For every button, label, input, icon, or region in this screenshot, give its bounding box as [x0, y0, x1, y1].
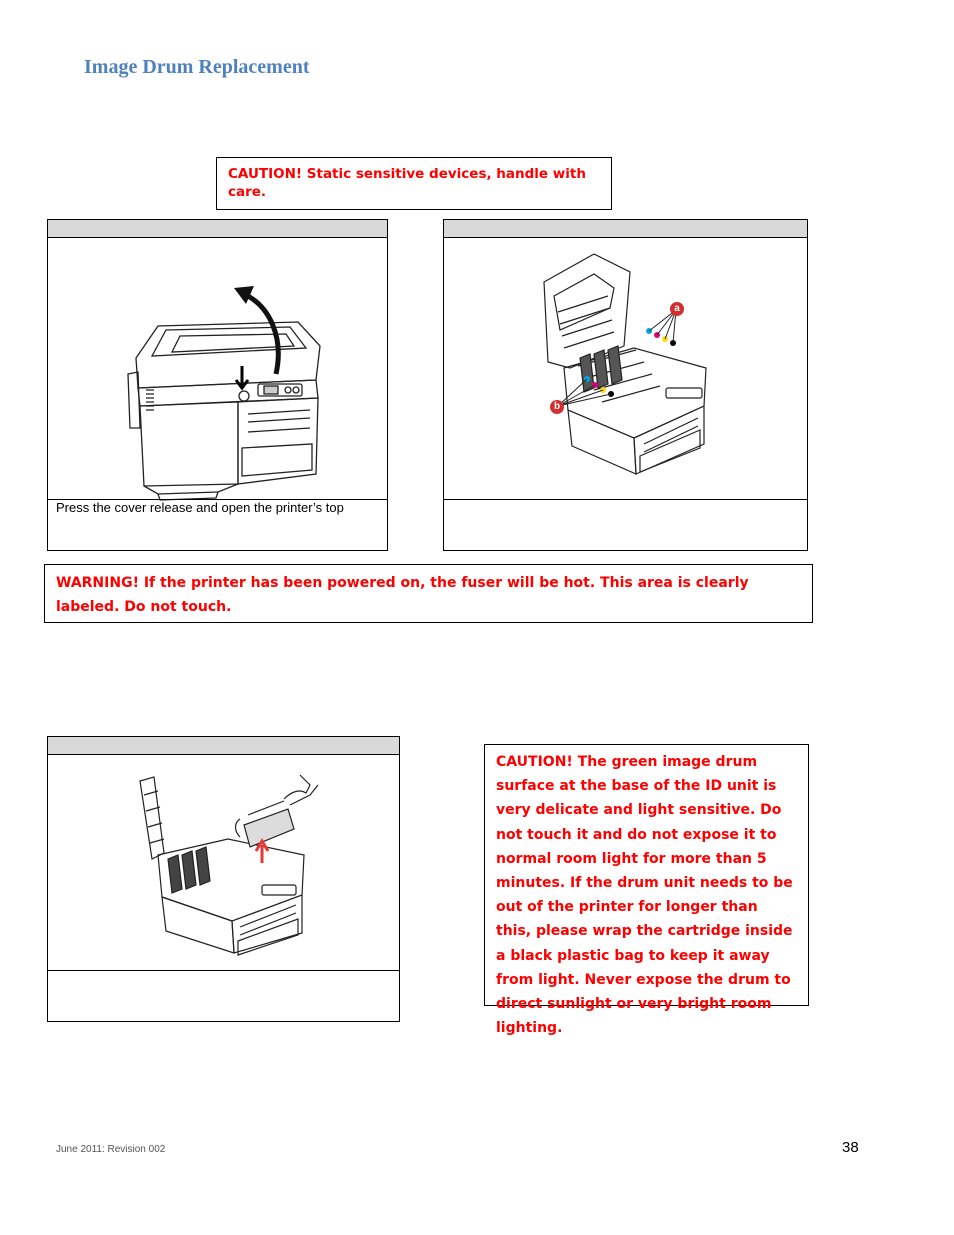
callout-badge-b: [550, 400, 564, 414]
panel-header: [444, 220, 807, 238]
caution-static-text: CAUTION! Static sensitive devices, handle with care.: [228, 166, 586, 200]
caution-static-box: [216, 157, 612, 210]
footer-revision: June 2011: Revision 002: [56, 1144, 166, 1155]
callout-label-a: a: [674, 303, 680, 314]
step-caption: [48, 970, 399, 1021]
caution-drum-text: CAUTION! The green image drum surface at the base of the ID unit is very delicate and light sensitive. Do not touch it and do not expose it to normal room light for more than 5 minutes. If the drum unit needs to be out of the printer for longer than this, please wrap the cartridge inside a black plastic bag to keep it away from light. Never expose the drum to direct sunlight or very bright room lighting.: [496, 754, 793, 1037]
step-panel-open-cover: [47, 219, 388, 551]
warning-fuser-box: [44, 564, 813, 623]
step-panel-locate-drums: [443, 219, 808, 551]
page-title: Image Drum Replacement: [84, 56, 310, 78]
panel-header: [48, 220, 387, 238]
step-panel-remove-drum: [47, 736, 400, 1022]
warning-fuser-text: WARNING! If the printer has been powered on, the fuser will be hot. This area is clearly labeled. Do not touch.: [56, 575, 749, 615]
drum-removal-illustration: [48, 755, 399, 973]
callout-badge-a: [670, 302, 684, 316]
panel-header: [48, 737, 399, 755]
step-caption: Press the cover release and open the printer’s top: [48, 499, 387, 550]
caution-drum-box: [484, 744, 809, 1037]
step-caption: [444, 499, 807, 550]
printer-closed-illustration: [48, 238, 387, 502]
page-number: 38: [842, 1139, 859, 1156]
printer-open-illustration: [444, 238, 807, 502]
callout-label-b: b: [553, 401, 561, 412]
